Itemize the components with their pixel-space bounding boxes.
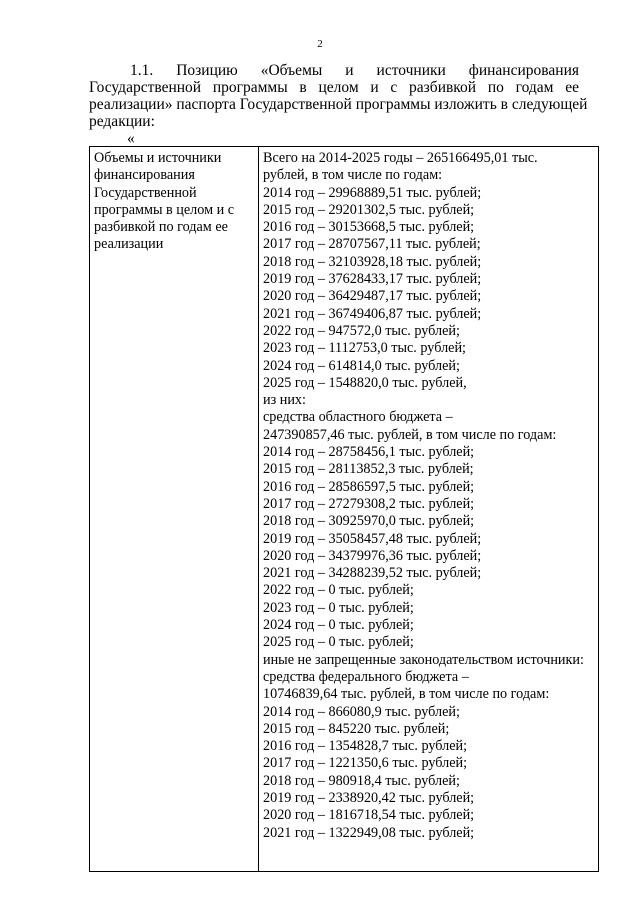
table-value-line: средства федерального бюджета – — [263, 668, 469, 685]
table-value-line: средства областного бюджета – — [263, 409, 453, 426]
table-value-line: 2016 год – 28586597,5 тыс. рублей; — [263, 478, 475, 495]
table-value-line: 2020 год – 34379976,36 тыс. рублей; — [263, 547, 482, 564]
table-value-line: 2021 год – 34288239,52 тыс. рублей; — [263, 565, 482, 582]
table-value-line: 2021 год – 36749406,87 тыс. рублей; — [263, 305, 482, 322]
financing-table — [89, 146, 599, 872]
table-value-line: 2016 год – 30153668,5 тыс. рублей; — [263, 219, 475, 236]
table-cell-values — [259, 147, 599, 871]
table-value-line: 2022 год – 947572,0 тыс. рублей; — [263, 322, 460, 339]
table-value-line: 2015 год – 28113852,3 тыс. рублей; — [263, 461, 474, 478]
intro-line: Государственной программы в целом и с разбивкой по годам ее — [89, 79, 579, 96]
intro-line: редакции: — [89, 113, 155, 130]
table-value-line: Всего на 2014-2025 годы – 265166495,01 тыс. — [263, 150, 538, 166]
table-value-line: 2018 год – 980918,4 тыс. рублей; — [263, 772, 460, 789]
opening-quote: « — [127, 130, 135, 147]
table-value-line: 2019 год – 35058457,48 тыс. рублей; — [263, 530, 482, 547]
table-value-line: 2017 год – 28707567,11 тыс. рублей; — [263, 236, 481, 253]
table-value-line: рублей, в том числе по годам: — [263, 167, 443, 184]
intro-line: 1.1. Позицию «Объемы и источники финансирования — [130, 62, 579, 79]
table-value-line: 2020 год – 36429487,17 тыс. рублей; — [263, 288, 482, 305]
table-value-line: иные не запрещенные законодательством источники: — [263, 651, 584, 668]
table-value-line: 2022 год – 0 тыс. рублей; — [263, 582, 414, 599]
table-value-line: из них: — [263, 392, 306, 409]
table-value-line: 2018 год – 32103928,18 тыс. рублей; — [263, 253, 482, 270]
table-value-line: 2014 год – 866080,9 тыс. рублей; — [263, 703, 460, 720]
table-value-line: 2025 год – 0 тыс. рублей; — [263, 634, 414, 651]
table-cell-heading: Объемы и источники финансирования Государственной программы в целом и с разбивкой по годам ее реализации — [90, 147, 259, 871]
table-value-line: 2023 год – 0 тыс. рублей; — [263, 599, 414, 616]
table-value-line: 2014 год – 29968889,51 тыс. рублей; — [263, 184, 482, 201]
table-value-line: 2019 год – 2338920,42 тыс. рублей; — [263, 789, 475, 806]
table-value-line: 247390857,46 тыс. рублей, в том числе по годам: — [263, 426, 557, 443]
intro-paragraph — [89, 62, 588, 130]
table-value-line: 2014 год – 28758456,1 тыс. рублей; — [263, 444, 475, 461]
table-value-line: 2017 год – 27279308,2 тыс. рублей; — [263, 495, 475, 512]
table-value-line: 2024 год – 614814,0 тыс. рублей; — [263, 357, 460, 374]
table-value-line: 2024 год – 0 тыс. рублей; — [263, 617, 414, 634]
page-number: 2 — [317, 38, 323, 50]
table-value-line: 2016 год – 1354828,7 тыс. рублей; — [263, 738, 468, 755]
table-value-line: 2025 год – 1548820,0 тыс. рублей, — [263, 374, 467, 391]
intro-line: реализации» паспорта Государственной программы изложить в следующей — [89, 96, 588, 113]
table-value-line: 2018 год – 30925970,0 тыс. рублей; — [263, 513, 475, 530]
table-value-line: 2021 год – 1322949,08 тыс. рублей; — [263, 824, 475, 841]
table-value-line: 2019 год – 37628433,17 тыс. рублей; — [263, 271, 482, 288]
table-value-line: 2015 год – 845220 тыс. рублей; — [263, 720, 450, 737]
table-value-line: 2020 год – 1816718,54 тыс. рублей; — [263, 807, 475, 824]
table-value-line: 2015 год – 29201302,5 тыс. рублей; — [263, 201, 475, 218]
table-value-line: 2023 год – 1112753,0 тыс. рублей; — [263, 340, 466, 357]
table-value-line: 10746839,64 тыс. рублей, в том числе по годам: — [263, 686, 550, 703]
table-value-line: 2017 год – 1221350,6 тыс. рублей; — [263, 755, 468, 772]
